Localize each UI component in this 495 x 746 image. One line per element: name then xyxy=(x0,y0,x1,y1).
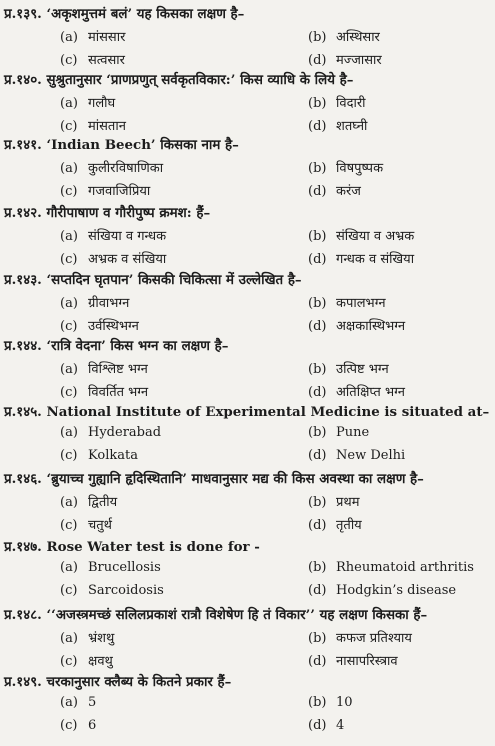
option-label: (c) xyxy=(60,319,78,334)
option-a xyxy=(60,226,166,244)
option-text: अभ्रक व संखिया xyxy=(88,252,167,267)
question-text: ‘सप्तदिन घृतपान’ किसकी चिकित्सा में उल्लेखित है– xyxy=(41,272,302,288)
question-6 xyxy=(4,336,492,354)
option-label: (b) xyxy=(308,96,327,111)
question-number: प्र.१३९. xyxy=(4,6,42,22)
option-b xyxy=(308,93,366,111)
option-text: विश्लिष्ट भग्न xyxy=(88,362,148,377)
option-b xyxy=(308,425,369,440)
option-label: (b) xyxy=(308,495,327,510)
option-label: (a) xyxy=(60,425,78,440)
option-b xyxy=(308,293,386,311)
option-label: (c) xyxy=(60,448,78,463)
option-c xyxy=(60,181,150,199)
option-label: (c) xyxy=(60,583,78,598)
question-number: प्र.१४२. xyxy=(4,205,42,221)
option-label: (a) xyxy=(60,296,78,311)
option-label: (a) xyxy=(60,631,78,646)
option-text: Pune xyxy=(336,425,370,440)
option-text: कुलीरविषाणिका xyxy=(88,161,164,176)
question-text: Rose Water test is done for - xyxy=(41,539,260,555)
option-text: विवर्तित भग्न xyxy=(88,385,149,400)
option-label: (d) xyxy=(308,718,327,733)
option-text: तृतीय xyxy=(336,518,362,533)
option-text: गजवाजिप्रिया xyxy=(88,184,151,199)
question-number: प्र.१४८. xyxy=(4,607,42,623)
option-d xyxy=(308,316,405,334)
option-text: शतघ्नी xyxy=(336,119,368,134)
option-label: (d) xyxy=(308,319,327,334)
option-label: (d) xyxy=(308,654,327,669)
option-label: (a) xyxy=(60,96,78,111)
option-c xyxy=(60,448,138,463)
option-d xyxy=(308,583,456,598)
option-label: (c) xyxy=(60,385,78,400)
option-text: नासापरिस्त्राव xyxy=(336,654,398,669)
option-d xyxy=(308,651,398,669)
question-3 xyxy=(4,135,492,153)
option-b xyxy=(308,359,389,377)
option-c xyxy=(60,515,112,533)
option-c xyxy=(60,316,139,334)
option-label: (d) xyxy=(308,518,327,533)
option-text: विदारी xyxy=(336,96,366,111)
option-label: (b) xyxy=(308,30,327,45)
option-label: (a) xyxy=(60,161,78,176)
option-d xyxy=(308,382,405,400)
option-label: (d) xyxy=(308,119,327,134)
option-label: (b) xyxy=(308,229,327,244)
option-label: (c) xyxy=(60,718,78,733)
option-text: अक्षकास्थिभग्न xyxy=(336,319,406,334)
question-4 xyxy=(4,203,492,221)
option-text: मांससार xyxy=(88,30,126,45)
option-text: विषपुष्पक xyxy=(336,161,384,176)
option-b xyxy=(308,560,474,575)
option-label: (c) xyxy=(60,518,78,533)
option-a xyxy=(60,492,117,510)
option-b xyxy=(308,695,353,710)
option-text: गन्धक व संखिया xyxy=(336,252,415,267)
option-label: (c) xyxy=(60,119,78,134)
option-a xyxy=(60,93,115,111)
option-text: Hodgkin’s disease xyxy=(336,583,457,598)
question-7 xyxy=(4,402,492,420)
option-a xyxy=(60,293,129,311)
option-d xyxy=(308,718,344,733)
option-text: मज्जासार xyxy=(336,53,382,68)
question-number: प्र.१४०. xyxy=(4,72,42,88)
option-text: ग्रीवाभग्न xyxy=(88,296,130,311)
question-number: प्र.१४५. xyxy=(4,404,42,420)
option-d xyxy=(308,116,367,134)
option-c xyxy=(60,116,126,134)
question-text: ‘ब्रुयाच्च गुह्यानि हृदिस्थितानि’ माधवानुसार मद्य की किस अवस्था का लक्षण है– xyxy=(41,471,424,487)
question-9 xyxy=(4,537,492,555)
option-c xyxy=(60,50,125,68)
option-text: कपालभग्न xyxy=(336,296,386,311)
option-c xyxy=(60,249,166,267)
option-c xyxy=(60,583,164,598)
option-label: (a) xyxy=(60,560,78,575)
option-d xyxy=(308,50,382,68)
option-text: करंज xyxy=(336,184,361,199)
option-d xyxy=(308,515,362,533)
question-number: प्र.१४३. xyxy=(4,272,42,288)
option-c xyxy=(60,718,96,733)
option-label: (d) xyxy=(308,184,327,199)
question-text: ‘रात्रि वेदना’ किस भग्न का लक्षण है– xyxy=(41,338,229,354)
question-11 xyxy=(4,672,492,690)
option-text: संखिया व अभ्रक xyxy=(336,229,415,244)
question-text: गौरीपाषाण व गौरीपुष्प क्रमश: हैं– xyxy=(41,205,211,221)
option-b xyxy=(308,492,359,510)
option-text: 6 xyxy=(88,718,97,733)
question-8 xyxy=(4,469,492,487)
question-number: प्र.१४७. xyxy=(4,539,42,555)
option-b xyxy=(308,226,414,244)
option-label: (a) xyxy=(60,229,78,244)
option-text: क्षवथु xyxy=(88,654,113,669)
option-a xyxy=(60,560,161,575)
option-text: अस्थिसार xyxy=(336,30,380,45)
option-label: (b) xyxy=(308,425,327,440)
option-b xyxy=(308,628,412,646)
option-text: अतिक्षिप्त भग्न xyxy=(336,385,405,400)
option-label: (b) xyxy=(308,560,327,575)
question-number: प्र.१४१. xyxy=(4,137,42,153)
option-d xyxy=(308,181,361,199)
option-text: 5 xyxy=(88,695,97,710)
option-text: Rheumatoid arthritis xyxy=(336,560,474,575)
option-label: (d) xyxy=(308,448,327,463)
option-label: (b) xyxy=(308,695,327,710)
question-text: ‘Indian Beech’ किसका नाम है– xyxy=(41,137,239,153)
question-text: ‘अकृशमुत्तमं बलं’ यह किसका लक्षण है– xyxy=(41,6,245,22)
option-a xyxy=(60,359,148,377)
option-label: (c) xyxy=(60,184,78,199)
question-10 xyxy=(4,605,492,623)
option-a xyxy=(60,27,125,45)
option-a xyxy=(60,695,96,710)
option-text: सत्वसार xyxy=(88,53,125,68)
option-label: (d) xyxy=(308,53,327,68)
option-text: Brucellosis xyxy=(88,560,161,575)
option-text: भ्रंशथु xyxy=(88,631,115,646)
question-text: चरकानुसार क्लैब्य के कितने प्रकार हैं– xyxy=(41,674,232,690)
option-label: (a) xyxy=(60,362,78,377)
question-number: प्र.१४६. xyxy=(4,471,42,487)
option-label: (b) xyxy=(308,362,327,377)
option-label: (b) xyxy=(308,296,327,311)
option-label: (d) xyxy=(308,252,327,267)
option-text: गलौघ xyxy=(88,96,116,111)
option-text: Kolkata xyxy=(88,448,138,463)
option-text: कफज प्रतिश्याय xyxy=(336,631,412,646)
option-d xyxy=(308,249,414,267)
option-a xyxy=(60,628,114,646)
option-a xyxy=(60,158,163,176)
option-text: मांसतान xyxy=(88,119,126,134)
question-5 xyxy=(4,270,492,288)
option-label: (a) xyxy=(60,495,78,510)
question-text: National Institute of Experimental Medicine is situated at– xyxy=(41,404,490,420)
question-2 xyxy=(4,70,492,88)
option-c xyxy=(60,651,113,669)
option-label: (c) xyxy=(60,252,78,267)
option-text: 10 xyxy=(336,695,353,710)
option-text: उत्पिष्ट भग्न xyxy=(336,362,389,377)
question-number: प्र.१४९. xyxy=(4,674,42,690)
option-text: 4 xyxy=(336,718,345,733)
option-label: (a) xyxy=(60,695,78,710)
question-text: ‘‘अजस्त्रमच्छं सलिलप्रकाशं रात्रौ विशेषेण हि तं विकार’’ यह लक्षण किसका हैं– xyxy=(41,607,428,623)
question-number: प्र.१४४. xyxy=(4,338,42,354)
option-label: (c) xyxy=(60,654,78,669)
option-text: Sarcoidosis xyxy=(88,583,164,598)
option-a xyxy=(60,425,161,440)
option-text: Hyderabad xyxy=(88,425,162,440)
option-label: (d) xyxy=(308,583,327,598)
option-label: (d) xyxy=(308,385,327,400)
question-1 xyxy=(4,4,492,22)
option-text: New Delhi xyxy=(336,448,406,463)
option-c xyxy=(60,382,148,400)
option-text: संखिया व गन्धक xyxy=(88,229,167,244)
option-text: उर्वस्थिभग्न xyxy=(88,319,139,334)
option-label: (b) xyxy=(308,161,327,176)
option-b xyxy=(308,27,380,45)
option-text: द्वितीय xyxy=(88,495,118,510)
option-d xyxy=(308,448,405,463)
option-text: प्रथम xyxy=(336,495,360,510)
option-label: (b) xyxy=(308,631,327,646)
question-text: सुश्रुतानुसार ‘प्राणप्रणुत् सर्वकृतविकार:’ किस व्याधि के लिये है– xyxy=(41,72,354,88)
option-label: (c) xyxy=(60,53,78,68)
option-text: चतुर्थ xyxy=(88,518,112,533)
option-label: (a) xyxy=(60,30,78,45)
option-b xyxy=(308,158,383,176)
